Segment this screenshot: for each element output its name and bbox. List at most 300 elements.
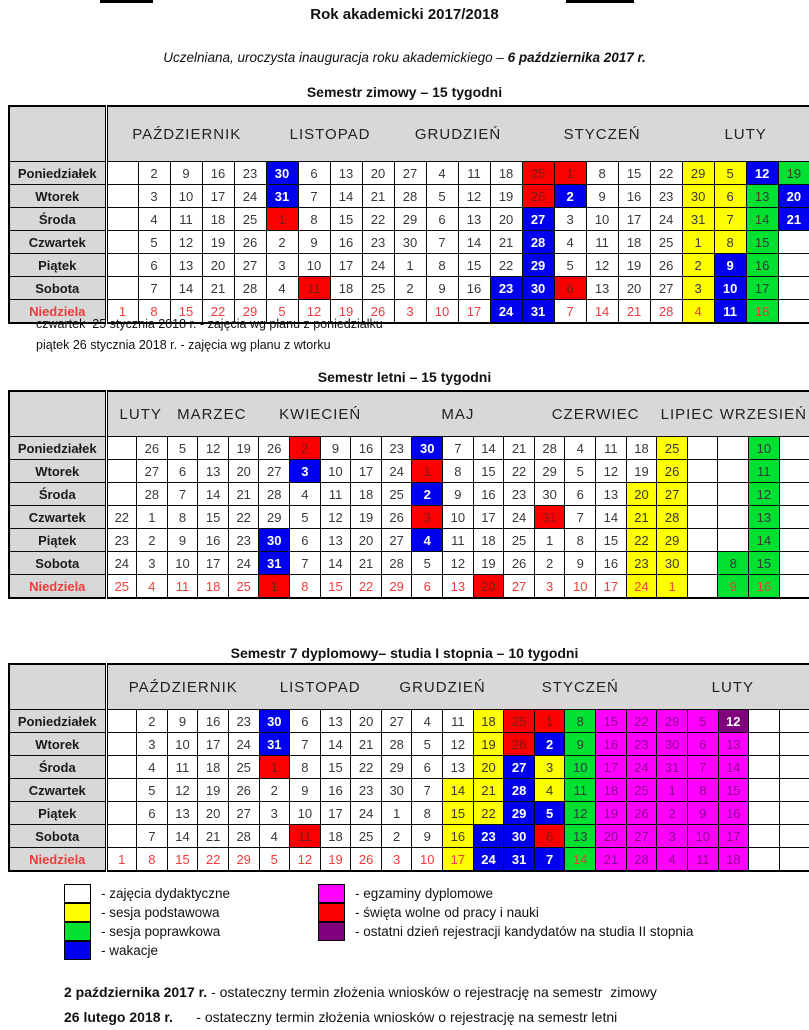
- date-cell: 3: [381, 848, 412, 872]
- date-cell: 8: [565, 710, 596, 733]
- corner-cell: [9, 391, 106, 437]
- date-cell: 18: [198, 575, 229, 599]
- date-cell: 21: [618, 300, 650, 324]
- date-cell: 3: [138, 185, 170, 208]
- date-cell: 3: [534, 575, 565, 599]
- calendar-row: [9, 185, 809, 208]
- date-cell: 8: [167, 506, 198, 529]
- calendar-row: [9, 506, 809, 529]
- date-cell: 9: [443, 483, 474, 506]
- date-cell: 14: [198, 483, 229, 506]
- date-cell: 4: [138, 208, 170, 231]
- date-cell: 10: [298, 254, 330, 277]
- date-cell: 7: [687, 756, 718, 779]
- date-cell: 15: [746, 231, 778, 254]
- empty-cell: [106, 185, 138, 208]
- date-cell: 24: [490, 300, 522, 324]
- date-cell: 8: [290, 575, 321, 599]
- summer-semester-table: [8, 390, 809, 599]
- legend-label: - ostatni dzień rejestracji kandydatów na studia II stopnia: [355, 923, 694, 939]
- month-header: LISTOPAD: [259, 664, 381, 710]
- date-cell: 31: [259, 552, 290, 575]
- date-cell: 9: [718, 575, 749, 599]
- legend-item-retake-session: [64, 921, 230, 941]
- date-cell: 9: [170, 162, 202, 185]
- date-cell: 25: [228, 575, 259, 599]
- date-cell: 30: [657, 552, 688, 575]
- date-cell: 26: [228, 779, 259, 802]
- date-cell: 4: [412, 529, 443, 552]
- day-label: Czwartek: [9, 231, 106, 254]
- date-cell: 22: [626, 710, 657, 733]
- date-cell: 3: [137, 552, 168, 575]
- date-cell: 19: [626, 460, 657, 483]
- legend-label: - zajęcia dydaktyczne: [101, 885, 231, 901]
- deadline-winter: [64, 984, 657, 1000]
- day-label: Niedziela: [9, 848, 106, 872]
- date-cell: 27: [381, 529, 412, 552]
- date-cell: 18: [473, 710, 504, 733]
- empty-cell: [106, 162, 138, 185]
- date-cell: 31: [657, 756, 688, 779]
- date-cell: 11: [443, 529, 474, 552]
- day-label: Poniedziałek: [9, 437, 106, 460]
- date-cell: 16: [596, 552, 627, 575]
- date-cell: 28: [234, 277, 266, 300]
- date-cell: 15: [718, 779, 749, 802]
- winter-semester-table: [8, 105, 809, 324]
- empty-cell: [687, 460, 718, 483]
- date-cell: 18: [490, 162, 522, 185]
- date-cell: 1: [534, 710, 565, 733]
- date-cell: 9: [565, 552, 596, 575]
- date-cell: 29: [504, 802, 535, 825]
- date-cell: 9: [320, 437, 351, 460]
- date-cell: 16: [718, 802, 749, 825]
- date-cell: 3: [137, 733, 168, 756]
- date-cell: 16: [443, 825, 474, 848]
- month-header-row: [9, 391, 809, 437]
- month-header: PAŹDZIERNIK: [106, 106, 266, 162]
- date-cell: 15: [749, 552, 780, 575]
- empty-cell: [779, 575, 809, 599]
- date-cell: 27: [657, 483, 688, 506]
- date-cell: 12: [586, 254, 618, 277]
- date-cell: 6: [290, 529, 321, 552]
- date-cell: 8: [687, 779, 718, 802]
- date-cell: 13: [586, 277, 618, 300]
- legend-swatch-classes: [64, 884, 91, 903]
- date-cell: 19: [320, 848, 351, 872]
- date-cell: 1: [266, 208, 298, 231]
- empty-cell: [106, 779, 137, 802]
- day-label: Środa: [9, 756, 106, 779]
- empty-cell: [106, 231, 138, 254]
- month-header: LUTY MARZEC: [106, 391, 259, 437]
- date-cell: 10: [290, 802, 321, 825]
- date-cell: 7: [167, 483, 198, 506]
- date-cell: 6: [426, 208, 458, 231]
- empty-cell: [718, 506, 749, 529]
- date-cell: 4: [137, 575, 168, 599]
- date-cell: 27: [522, 208, 554, 231]
- empty-cell: [106, 802, 137, 825]
- date-cell: 22: [351, 756, 382, 779]
- date-cell: 21: [351, 733, 382, 756]
- date-cell: 29: [534, 460, 565, 483]
- date-cell: 29: [259, 506, 290, 529]
- date-cell: 19: [778, 162, 809, 185]
- empty-cell: [779, 848, 809, 872]
- month-header: LUTY: [682, 106, 809, 162]
- date-cell: 4: [266, 277, 298, 300]
- winter-semester-title: Semestr zimowy – 15 tygodni: [306, 84, 503, 100]
- date-cell: 5: [290, 506, 321, 529]
- deadline-summer-date: 26 lutego 2018 r.: [64, 1009, 173, 1025]
- date-cell: 20: [490, 208, 522, 231]
- empty-cell: [779, 460, 809, 483]
- date-cell: 30: [522, 277, 554, 300]
- month-header: LISTOPAD: [266, 106, 394, 162]
- date-cell: 29: [657, 529, 688, 552]
- date-cell: 17: [618, 208, 650, 231]
- empty-cell: [749, 848, 780, 872]
- day-label: Piątek: [9, 254, 106, 277]
- date-cell: 30: [412, 437, 443, 460]
- day-label: Wtorek: [9, 460, 106, 483]
- date-cell: 25: [106, 575, 137, 599]
- date-cell: 26: [650, 254, 682, 277]
- date-cell: 11: [443, 710, 474, 733]
- date-cell: 13: [170, 254, 202, 277]
- date-cell: 27: [504, 575, 535, 599]
- calendar-row: [9, 733, 809, 756]
- date-cell: 5: [412, 733, 443, 756]
- date-cell: 23: [504, 483, 535, 506]
- date-cell: 22: [228, 506, 259, 529]
- day-label: Środa: [9, 483, 106, 506]
- date-cell: 24: [362, 254, 394, 277]
- date-cell: 6: [290, 710, 321, 733]
- date-cell: 28: [626, 848, 657, 872]
- calendar-row: [9, 848, 809, 872]
- empty-cell: [778, 254, 809, 277]
- month-header: GRUDZIEŃ: [381, 664, 503, 710]
- date-cell: 16: [351, 437, 382, 460]
- date-cell: 3: [259, 802, 290, 825]
- date-cell: 10: [749, 437, 780, 460]
- empty-cell: [779, 483, 809, 506]
- date-cell: 20: [473, 756, 504, 779]
- date-cell: 29: [381, 756, 412, 779]
- date-cell: 2: [554, 185, 586, 208]
- date-cell: 24: [504, 506, 535, 529]
- date-cell: 28: [650, 300, 682, 324]
- date-cell: 27: [504, 756, 535, 779]
- date-cell: 1: [534, 529, 565, 552]
- date-cell: 26: [351, 848, 382, 872]
- empty-cell: [718, 529, 749, 552]
- date-cell: 12: [749, 483, 780, 506]
- empty-cell: [778, 231, 809, 254]
- date-cell: 10: [565, 575, 596, 599]
- date-cell: 8: [565, 529, 596, 552]
- date-cell: 20: [362, 162, 394, 185]
- date-cell: 8: [412, 802, 443, 825]
- date-cell: 2: [682, 254, 714, 277]
- date-cell: 25: [522, 162, 554, 185]
- legend-label: - sesja poprawkowa: [101, 923, 221, 939]
- date-cell: 30: [381, 779, 412, 802]
- empty-cell: [779, 710, 809, 733]
- day-label: Czwartek: [9, 779, 106, 802]
- date-cell: 23: [234, 162, 266, 185]
- date-cell: 28: [137, 483, 168, 506]
- date-cell: 2: [266, 231, 298, 254]
- date-cell: 27: [626, 825, 657, 848]
- date-cell: 28: [228, 825, 259, 848]
- cropped-text-artifact: [100, 0, 153, 3]
- date-cell: 7: [714, 208, 746, 231]
- date-cell: 26: [234, 231, 266, 254]
- date-cell: 17: [351, 460, 382, 483]
- date-cell: 4: [426, 162, 458, 185]
- date-cell: 8: [290, 756, 321, 779]
- date-cell: 13: [718, 733, 749, 756]
- date-cell: 19: [473, 733, 504, 756]
- date-cell: 18: [718, 848, 749, 872]
- date-cell: 1: [137, 506, 168, 529]
- date-cell: 22: [626, 529, 657, 552]
- date-cell: 14: [718, 756, 749, 779]
- empty-cell: [749, 825, 780, 848]
- date-cell: 14: [565, 848, 596, 872]
- empty-cell: [778, 277, 809, 300]
- date-cell: 16: [330, 231, 362, 254]
- month-header: KWIECIEŃ: [259, 391, 381, 437]
- date-cell: 25: [650, 231, 682, 254]
- date-cell: 26: [259, 437, 290, 460]
- month-header: LUTY: [657, 664, 809, 710]
- date-cell: 7: [137, 825, 168, 848]
- date-cell: 4: [657, 848, 688, 872]
- date-cell: 24: [473, 848, 504, 872]
- date-cell: 23: [626, 552, 657, 575]
- date-cell: 18: [320, 825, 351, 848]
- date-cell: 9: [167, 710, 198, 733]
- date-cell: 29: [657, 710, 688, 733]
- day-label: Poniedziałek: [9, 162, 106, 185]
- date-cell: 14: [320, 552, 351, 575]
- date-cell: 6: [138, 254, 170, 277]
- date-cell: 28: [259, 483, 290, 506]
- date-cell: 12: [443, 552, 474, 575]
- date-cell: 16: [320, 779, 351, 802]
- legend-item-registration-deadline: [318, 921, 693, 941]
- date-cell: 16: [198, 529, 229, 552]
- calendar-row: [9, 483, 809, 506]
- date-cell: 22: [351, 575, 382, 599]
- empty-cell: [106, 460, 137, 483]
- date-cell: 30: [266, 162, 298, 185]
- date-cell: 12: [458, 185, 490, 208]
- empty-cell: [106, 208, 138, 231]
- date-cell: 7: [443, 437, 474, 460]
- date-cell: 19: [596, 802, 627, 825]
- empty-cell: [106, 277, 138, 300]
- date-cell: 8: [138, 300, 170, 324]
- legend-item-holidays: [64, 940, 230, 960]
- date-cell: 19: [202, 231, 234, 254]
- empty-cell: [779, 825, 809, 848]
- date-cell: 24: [626, 756, 657, 779]
- deadline-summer-text: - ostateczny termin złożenia wniosków o rejestrację na semestr letni: [172, 1009, 618, 1025]
- date-cell: 26: [381, 506, 412, 529]
- month-header: STYCZEŃ: [522, 106, 682, 162]
- date-cell: 6: [412, 756, 443, 779]
- date-cell: 6: [298, 162, 330, 185]
- note-thursday-swap: czwartek 25 stycznia 2018 r. - zajęcia wg planu z poniedziałku: [36, 317, 383, 331]
- date-cell: 5: [266, 300, 298, 324]
- date-cell: 23: [228, 529, 259, 552]
- date-cell: 12: [746, 162, 778, 185]
- date-cell: 12: [718, 710, 749, 733]
- legend-swatch-registration-deadline: [318, 922, 345, 941]
- legend-label: - wakacje: [101, 942, 159, 958]
- date-cell: 25: [381, 483, 412, 506]
- date-cell: 12: [298, 300, 330, 324]
- calendar-row: [9, 802, 809, 825]
- date-cell: 14: [320, 733, 351, 756]
- date-cell: 20: [202, 254, 234, 277]
- date-cell: 24: [228, 552, 259, 575]
- date-cell: 11: [458, 162, 490, 185]
- date-cell: 20: [198, 802, 229, 825]
- date-cell: 22: [473, 802, 504, 825]
- date-cell: 2: [394, 277, 426, 300]
- date-cell: 4: [259, 825, 290, 848]
- calendar-row: [9, 552, 809, 575]
- date-cell: 27: [234, 254, 266, 277]
- date-cell: 25: [626, 779, 657, 802]
- date-cell: 31: [534, 506, 565, 529]
- date-cell: 15: [320, 575, 351, 599]
- day-label: Piątek: [9, 529, 106, 552]
- date-cell: 11: [565, 779, 596, 802]
- diploma-semester-title: Semestr 7 dyplomowy– studia I stopnia – 10 tygodni: [230, 645, 579, 661]
- date-cell: 29: [682, 162, 714, 185]
- date-cell: 31: [522, 300, 554, 324]
- date-cell: 13: [565, 825, 596, 848]
- date-cell: 13: [320, 710, 351, 733]
- date-cell: 11: [596, 437, 627, 460]
- date-cell: 12: [565, 802, 596, 825]
- calendar-row: [9, 825, 809, 848]
- date-cell: 8: [714, 231, 746, 254]
- date-cell: 4: [412, 710, 443, 733]
- day-label: Wtorek: [9, 733, 106, 756]
- date-cell: 28: [522, 231, 554, 254]
- date-cell: 13: [330, 162, 362, 185]
- date-cell: 20: [351, 529, 382, 552]
- date-cell: 19: [473, 552, 504, 575]
- date-cell: 15: [596, 710, 627, 733]
- date-cell: 11: [290, 825, 321, 848]
- date-cell: 29: [522, 254, 554, 277]
- date-cell: 30: [682, 185, 714, 208]
- legend-label: - sesja podstawowa: [101, 904, 220, 920]
- date-cell: 3: [534, 756, 565, 779]
- date-cell: 26: [504, 733, 535, 756]
- date-cell: 7: [426, 231, 458, 254]
- date-cell: 17: [596, 575, 627, 599]
- date-cell: 17: [330, 254, 362, 277]
- empty-cell: [687, 506, 718, 529]
- date-cell: 2: [290, 437, 321, 460]
- date-cell: 31: [259, 733, 290, 756]
- date-cell: 7: [138, 277, 170, 300]
- date-cell: 16: [618, 185, 650, 208]
- date-cell: 23: [381, 437, 412, 460]
- date-cell: 30: [259, 710, 290, 733]
- date-cell: 15: [170, 300, 202, 324]
- date-cell: 17: [443, 848, 474, 872]
- date-cell: 3: [394, 300, 426, 324]
- date-cell: 11: [714, 300, 746, 324]
- date-cell: 12: [198, 437, 229, 460]
- day-label: Czwartek: [9, 506, 106, 529]
- date-cell: 23: [490, 277, 522, 300]
- date-cell: 25: [351, 825, 382, 848]
- date-cell: 19: [618, 254, 650, 277]
- day-label: Niedziela: [9, 575, 106, 599]
- date-cell: 5: [137, 779, 168, 802]
- date-cell: 6: [554, 277, 586, 300]
- date-cell: 24: [228, 733, 259, 756]
- date-cell: 7: [290, 552, 321, 575]
- month-header: PAŹDZIERNIK: [106, 664, 259, 710]
- date-cell: 9: [565, 733, 596, 756]
- date-cell: 21: [490, 231, 522, 254]
- legend-swatch-main-session: [64, 903, 91, 922]
- date-cell: 21: [198, 825, 229, 848]
- date-cell: 16: [749, 575, 780, 599]
- date-cell: 5: [534, 802, 565, 825]
- empty-cell: [779, 529, 809, 552]
- date-cell: 11: [687, 848, 718, 872]
- date-cell: 12: [320, 506, 351, 529]
- calendar-row: [9, 710, 809, 733]
- diploma-semester-table: [8, 663, 809, 872]
- legend-swatch-diploma-exams: [318, 884, 345, 903]
- date-cell: 15: [330, 208, 362, 231]
- date-cell: 4: [137, 756, 168, 779]
- date-cell: 2: [412, 483, 443, 506]
- date-cell: 17: [458, 300, 490, 324]
- date-cell: 2: [137, 710, 168, 733]
- date-cell: 1: [259, 756, 290, 779]
- empty-cell: [106, 483, 137, 506]
- date-cell: 27: [137, 460, 168, 483]
- empty-cell: [718, 460, 749, 483]
- date-cell: 18: [198, 756, 229, 779]
- date-cell: 20: [618, 277, 650, 300]
- date-cell: 16: [198, 710, 229, 733]
- date-cell: 11: [298, 277, 330, 300]
- empty-cell: [106, 756, 137, 779]
- date-cell: 16: [473, 483, 504, 506]
- date-cell: 6: [565, 483, 596, 506]
